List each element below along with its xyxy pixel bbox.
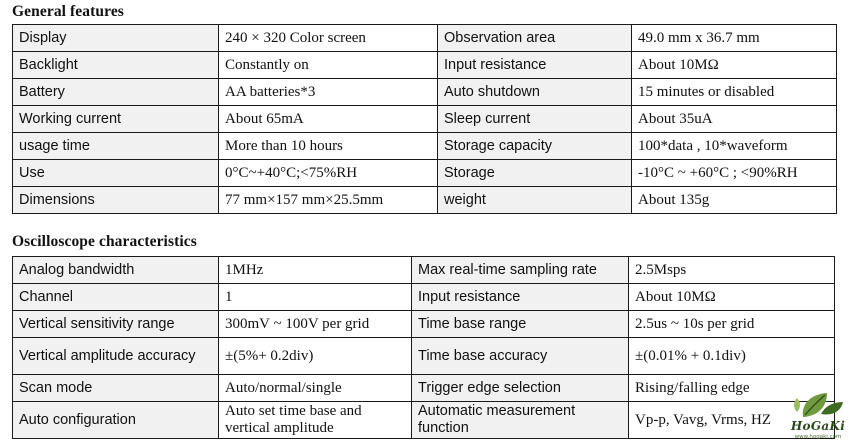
spec-label: Analog bandwidth — [13, 257, 219, 284]
table-row — [13, 375, 835, 402]
spec-value: 2.5us ~ 10s per grid — [629, 311, 835, 338]
table-row — [13, 25, 837, 52]
spec-label: Vertical amplitude accuracy — [13, 338, 219, 375]
spec-value: 2.5Msps — [629, 257, 835, 284]
hogaki-logo — [787, 390, 849, 446]
table-row — [13, 52, 837, 79]
spec-value: About 65mA — [219, 106, 438, 133]
table-row — [13, 133, 837, 160]
spec-value: 300mV ~ 100V per grid — [219, 311, 412, 338]
spec-label: usage time — [13, 133, 219, 160]
spec-label: Channel — [13, 284, 219, 311]
spec-label: Storage — [438, 160, 632, 187]
table-row — [13, 338, 835, 375]
spec-label: Vertical sensitivity range — [13, 311, 219, 338]
spec-value: 0°C~+40°C;<75%RH — [219, 160, 438, 187]
spec-value: Auto set time base and vertical amplitude — [219, 402, 412, 439]
general-features-heading: General features — [12, 3, 124, 20]
spec-value: ±(0.01% + 0.1div) — [629, 338, 835, 375]
spec-value: Rising/falling edge — [629, 375, 835, 402]
spec-value: 1 — [219, 284, 412, 311]
table-row — [13, 106, 837, 133]
logo-tagline: www.hogaki.com — [794, 434, 842, 440]
spec-value: About 135g — [632, 187, 837, 214]
spec-value: ±(5%+ 0.2div) — [219, 338, 412, 375]
spec-label: Input resistance — [438, 52, 632, 79]
spec-value: 1MHz — [219, 257, 412, 284]
spec-value: Auto/normal/single — [219, 375, 412, 402]
general-features-table — [12, 24, 837, 214]
spec-label: Display — [13, 25, 219, 52]
spec-label: Trigger edge selection — [412, 375, 629, 402]
spec-value: 77 mm×157 mm×25.5mm — [219, 187, 438, 214]
spec-label: Max real-time sampling rate — [412, 257, 629, 284]
leaf-icon — [787, 390, 849, 420]
oscilloscope-characteristics-table — [12, 256, 835, 439]
spec-value: 15 minutes or disabled — [632, 79, 837, 106]
spec-label: Dimensions — [13, 187, 219, 214]
spec-value: About 10MΩ — [632, 52, 837, 79]
spec-label: Auto configuration — [13, 402, 219, 439]
spec-label: Scan mode — [13, 375, 219, 402]
spec-label: Working current — [13, 106, 219, 133]
spec-label: Use — [13, 160, 219, 187]
table-row — [13, 284, 835, 311]
oscilloscope-characteristics-heading: Oscilloscope characteristics — [12, 233, 197, 250]
spec-value: Vp-p, Vavg, Vrms, HZ — [629, 402, 835, 439]
spec-label: weight — [438, 187, 632, 214]
spec-value: 49.0 mm x 36.7 mm — [632, 25, 837, 52]
spec-label: Sleep current — [438, 106, 632, 133]
spec-value: Constantly on — [219, 52, 438, 79]
spec-value: AA batteries*3 — [219, 79, 438, 106]
spec-value: About 10MΩ — [629, 284, 835, 311]
table-row — [13, 160, 837, 187]
table-row — [13, 311, 835, 338]
spec-value: More than 10 hours — [219, 133, 438, 160]
logo-wordmark: HoGaKi — [790, 419, 846, 433]
spec-label: Observation area — [438, 25, 632, 52]
spec-label: Time base range — [412, 311, 629, 338]
spec-value: -10°C ~ +60°C ; <90%RH — [632, 160, 837, 187]
spec-value: 240 × 320 Color screen — [219, 25, 438, 52]
table-row — [13, 257, 835, 284]
spec-label: Automatic measurement function — [412, 402, 629, 439]
spec-label: Time base accuracy — [412, 338, 629, 375]
table-row — [13, 79, 837, 106]
spec-label: Backlight — [13, 52, 219, 79]
table-row — [13, 187, 837, 214]
spec-label: Storage capacity — [438, 133, 632, 160]
spec-value: About 35uA — [632, 106, 837, 133]
spec-label: Auto shutdown — [438, 79, 632, 106]
table-row — [13, 402, 835, 439]
spec-label: Battery — [13, 79, 219, 106]
spec-label: Input resistance — [412, 284, 629, 311]
spec-value: 100*data , 10*waveform — [632, 133, 837, 160]
